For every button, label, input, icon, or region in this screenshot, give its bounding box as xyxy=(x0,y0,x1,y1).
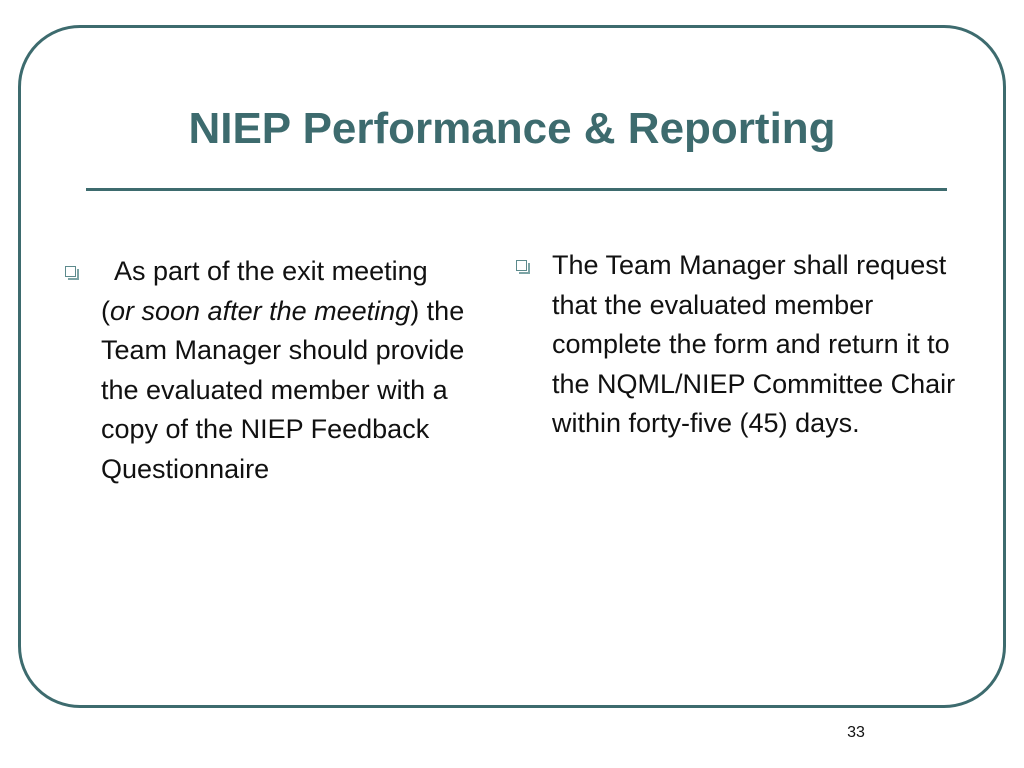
left-bullet-text xyxy=(101,252,466,489)
left-bullet-text-1: As part of the exit meeting ( xyxy=(101,256,428,326)
title-divider xyxy=(86,188,947,191)
slide-title: NIEP Performance & Reporting xyxy=(188,104,836,153)
page-number: 33 xyxy=(847,724,865,741)
right-bullet-text: The Team Manager shall request that the evaluated member complete the form and return it to the NQML/NIEP Committee Chair within forty-five (45) days. xyxy=(552,250,956,438)
square-bullet-icon xyxy=(516,260,527,271)
square-bullet-icon xyxy=(65,266,76,277)
left-bullet-text-2: ) the Team Manager should provide the evaluated member with a copy of the NIEP Feedback Questionnaire xyxy=(101,295,465,484)
left-bullet-italic: or soon after the meeting xyxy=(110,295,411,326)
